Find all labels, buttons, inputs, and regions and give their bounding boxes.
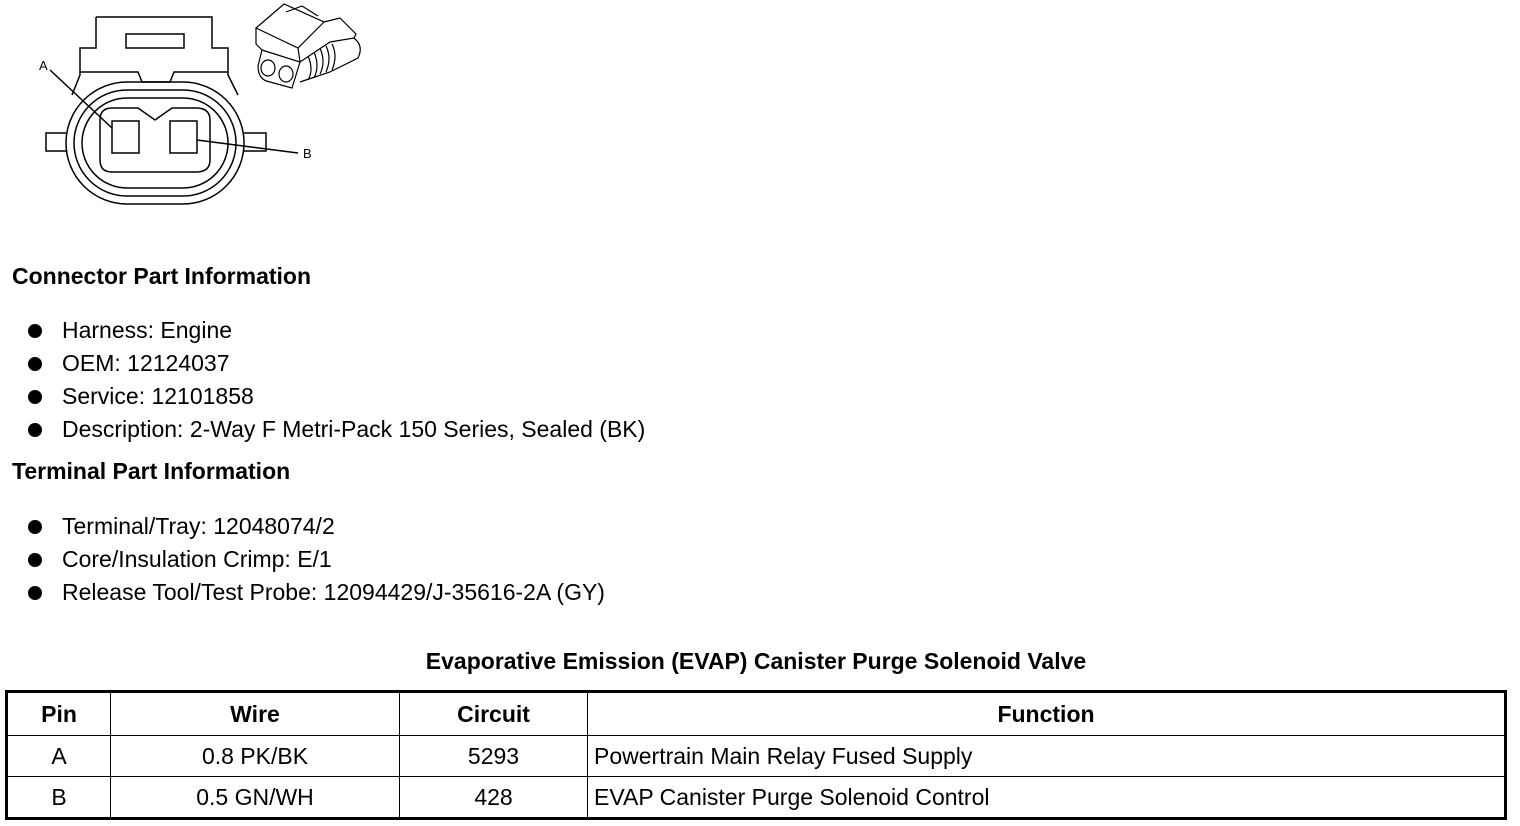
cell-pin: A bbox=[7, 736, 111, 777]
connector-iso-icon bbox=[256, 4, 360, 88]
header-wire: Wire bbox=[111, 692, 400, 736]
connector-section-title: Connector Part Information bbox=[12, 263, 312, 289]
release-tool-text: Release Tool/Test Probe: 12094429/J-35616-2A (GY) bbox=[62, 579, 605, 605]
cell-function: Powertrain Main Relay Fused Supply bbox=[588, 736, 1506, 777]
table-row bbox=[7, 736, 1506, 777]
bullet-icon bbox=[28, 586, 42, 600]
list-item bbox=[28, 576, 605, 609]
list-item bbox=[28, 510, 605, 543]
bullet-icon bbox=[28, 553, 42, 567]
table-header-row bbox=[7, 692, 1506, 736]
cell-function: EVAP Canister Purge Solenoid Control bbox=[588, 777, 1506, 819]
bullet-icon bbox=[28, 357, 42, 371]
service-text: Service: 12101858 bbox=[62, 383, 254, 409]
oem-text: OEM: 12124037 bbox=[62, 350, 230, 376]
cell-circuit: 428 bbox=[400, 777, 588, 819]
connector-info-list bbox=[28, 314, 645, 446]
pin-a-label: A bbox=[39, 58, 48, 73]
list-item bbox=[28, 314, 645, 347]
pinout-table bbox=[5, 690, 1507, 820]
bullet-icon bbox=[28, 324, 42, 338]
bullet-icon bbox=[28, 423, 42, 437]
bullet-icon bbox=[28, 520, 42, 534]
terminal-tray-text: Terminal/Tray: 12048074/2 bbox=[62, 513, 335, 539]
table-title: Evaporative Emission (EVAP) Canister Purge Solenoid Valve bbox=[425, 648, 1087, 674]
description-text: Description: 2-Way F Metri-Pack 150 Series, Sealed (BK) bbox=[62, 416, 646, 442]
list-item bbox=[28, 543, 605, 576]
cell-wire: 0.8 PK/BK bbox=[111, 736, 400, 777]
pin-b-label: B bbox=[303, 146, 312, 161]
connector-diagram bbox=[0, 0, 400, 230]
cell-circuit: 5293 bbox=[400, 736, 588, 777]
harness-text: Harness: Engine bbox=[62, 317, 233, 343]
bullet-icon bbox=[28, 390, 42, 404]
cell-pin: B bbox=[7, 777, 111, 819]
header-function: Function bbox=[588, 692, 1506, 736]
header-pin: Pin bbox=[7, 692, 111, 736]
list-item bbox=[28, 380, 645, 413]
cell-wire: 0.5 GN/WH bbox=[111, 777, 400, 819]
header-circuit: Circuit bbox=[400, 692, 588, 736]
table-row bbox=[7, 777, 1506, 819]
terminal-section-title: Terminal Part Information bbox=[12, 458, 291, 484]
list-item bbox=[28, 347, 645, 380]
list-item bbox=[28, 413, 645, 446]
crimp-text: Core/Insulation Crimp: E/1 bbox=[62, 546, 332, 572]
terminal-info-list bbox=[28, 510, 605, 609]
